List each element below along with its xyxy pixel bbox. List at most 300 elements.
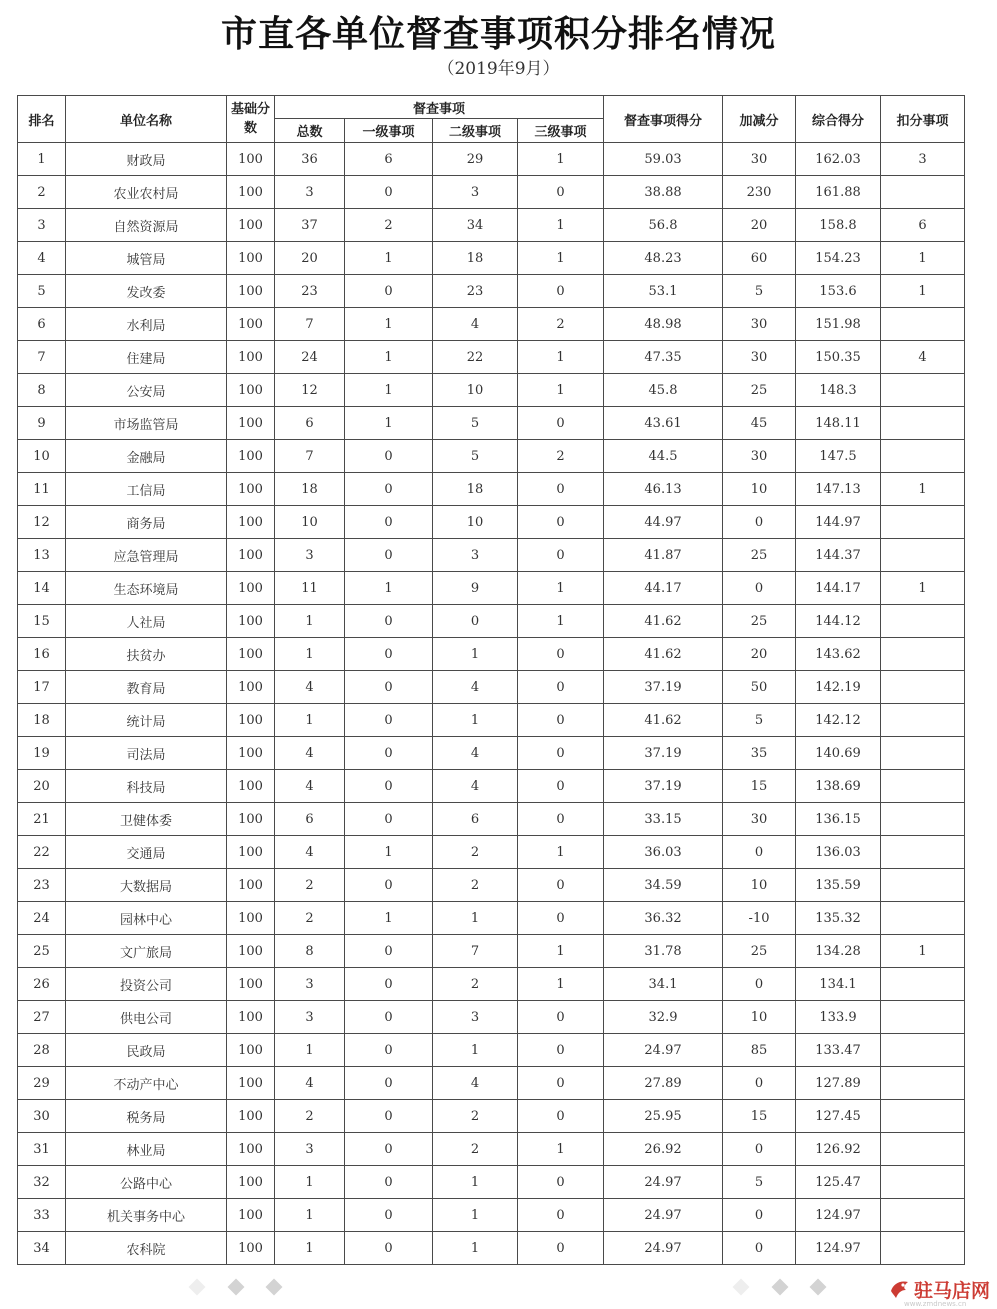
- cell-supervision-score: 27.89: [604, 1067, 723, 1100]
- cell-adjust: 25: [723, 539, 796, 572]
- brand-watermark: [888, 1276, 990, 1302]
- table-row: [18, 143, 965, 176]
- cell-total: 2: [275, 1100, 345, 1133]
- cell-deduction: [881, 1034, 965, 1067]
- cell-composite: 136.15: [796, 803, 881, 836]
- cell-adjust: 0: [723, 506, 796, 539]
- cell-adjust: 5: [723, 275, 796, 308]
- cell-adjust: 0: [723, 1199, 796, 1232]
- cell-supervision-score: 24.97: [604, 1166, 723, 1199]
- cell-deduction: [881, 440, 965, 473]
- cell-rank: 24: [18, 902, 66, 935]
- cell-supervision-score: 44.17: [604, 572, 723, 605]
- cell-supervision-score: 37.19: [604, 671, 723, 704]
- header-level1: 一级事项: [345, 119, 433, 143]
- cell-adjust: 35: [723, 737, 796, 770]
- cell-level3: 1: [518, 968, 604, 1001]
- cell-total: 3: [275, 539, 345, 572]
- cell-level3: 0: [518, 902, 604, 935]
- cell-unit: 生态环境局: [66, 572, 227, 605]
- cell-total: 7: [275, 440, 345, 473]
- cell-base-score: 100: [227, 803, 275, 836]
- cell-adjust: 45: [723, 407, 796, 440]
- cell-unit: 教育局: [66, 671, 227, 704]
- header-base-score: 基础分数: [227, 96, 275, 143]
- cell-supervision-score: 46.13: [604, 473, 723, 506]
- cell-base-score: 100: [227, 506, 275, 539]
- header-unit: 单位名称: [66, 96, 227, 143]
- cell-supervision-score: 47.35: [604, 341, 723, 374]
- cell-rank: 1: [18, 143, 66, 176]
- cell-adjust: 0: [723, 1067, 796, 1100]
- cell-supervision-score: 37.19: [604, 737, 723, 770]
- cell-level1: 0: [345, 1067, 433, 1100]
- cell-level3: 1: [518, 143, 604, 176]
- cell-adjust: 85: [723, 1034, 796, 1067]
- cell-composite: 138.69: [796, 770, 881, 803]
- cell-adjust: 30: [723, 440, 796, 473]
- cell-total: 8: [275, 935, 345, 968]
- cell-level1: 0: [345, 605, 433, 638]
- cell-base-score: 100: [227, 671, 275, 704]
- cell-adjust: 0: [723, 1232, 796, 1265]
- table-row: [18, 275, 965, 308]
- cell-level1: 0: [345, 1034, 433, 1067]
- cell-supervision-score: 41.62: [604, 638, 723, 671]
- header-total: 总数: [275, 119, 345, 143]
- table-row: [18, 539, 965, 572]
- cell-level2: 2: [433, 1100, 518, 1133]
- cell-total: 1: [275, 704, 345, 737]
- cell-supervision-score: 36.03: [604, 836, 723, 869]
- cell-level1: 0: [345, 638, 433, 671]
- cell-unit: 发改委: [66, 275, 227, 308]
- cell-level2: 6: [433, 803, 518, 836]
- cell-rank: 3: [18, 209, 66, 242]
- cell-unit: 民政局: [66, 1034, 227, 1067]
- cell-deduction: [881, 506, 965, 539]
- cell-total: 4: [275, 836, 345, 869]
- cell-level3: 0: [518, 1199, 604, 1232]
- cell-level3: 0: [518, 275, 604, 308]
- cell-level2: 4: [433, 737, 518, 770]
- cell-adjust: 15: [723, 1100, 796, 1133]
- cell-composite: 134.1: [796, 968, 881, 1001]
- cell-level3: 1: [518, 1133, 604, 1166]
- cell-base-score: 100: [227, 836, 275, 869]
- cell-composite: 151.98: [796, 308, 881, 341]
- cell-rank: 26: [18, 968, 66, 1001]
- cell-supervision-score: 38.88: [604, 176, 723, 209]
- cell-adjust: 20: [723, 638, 796, 671]
- cell-deduction: 1: [881, 242, 965, 275]
- cell-total: 10: [275, 506, 345, 539]
- cell-composite: 133.9: [796, 1001, 881, 1034]
- cell-base-score: 100: [227, 473, 275, 506]
- cell-composite: 147.5: [796, 440, 881, 473]
- cell-unit: 工信局: [66, 473, 227, 506]
- table-row: [18, 935, 965, 968]
- cell-base-score: 100: [227, 1166, 275, 1199]
- cell-level1: 0: [345, 1166, 433, 1199]
- cell-base-score: 100: [227, 209, 275, 242]
- cell-composite: 162.03: [796, 143, 881, 176]
- cell-level1: 1: [345, 242, 433, 275]
- cell-base-score: 100: [227, 176, 275, 209]
- cell-level2: 5: [433, 407, 518, 440]
- cell-level2: 4: [433, 308, 518, 341]
- cell-composite: 144.37: [796, 539, 881, 572]
- cell-rank: 12: [18, 506, 66, 539]
- cell-deduction: [881, 1232, 965, 1265]
- cell-total: 7: [275, 308, 345, 341]
- cell-adjust: 30: [723, 143, 796, 176]
- cell-unit: 农业农村局: [66, 176, 227, 209]
- cell-unit: 自然资源局: [66, 209, 227, 242]
- cell-deduction: [881, 869, 965, 902]
- nav-diamond-icon: [228, 1279, 245, 1296]
- cell-deduction: 1: [881, 935, 965, 968]
- cell-adjust: 15: [723, 770, 796, 803]
- cell-level2: 2: [433, 836, 518, 869]
- table-row: [18, 605, 965, 638]
- cell-unit: 公安局: [66, 374, 227, 407]
- table-row: [18, 704, 965, 737]
- cell-level2: 9: [433, 572, 518, 605]
- cell-unit: 商务局: [66, 506, 227, 539]
- table-row: [18, 407, 965, 440]
- cell-unit: 交通局: [66, 836, 227, 869]
- cell-adjust: 25: [723, 605, 796, 638]
- cell-level3: 2: [518, 440, 604, 473]
- cell-rank: 29: [18, 1067, 66, 1100]
- cell-level3: 0: [518, 539, 604, 572]
- cell-adjust: 20: [723, 209, 796, 242]
- header-deduction: 扣分事项: [881, 96, 965, 143]
- header-composite: 综合得分: [796, 96, 881, 143]
- cell-unit: 司法局: [66, 737, 227, 770]
- cell-deduction: 4: [881, 341, 965, 374]
- cell-base-score: 100: [227, 1034, 275, 1067]
- cell-supervision-score: 24.97: [604, 1199, 723, 1232]
- cell-unit: 农科院: [66, 1232, 227, 1265]
- cell-level3: 0: [518, 737, 604, 770]
- cell-total: 24: [275, 341, 345, 374]
- cell-level3: 0: [518, 473, 604, 506]
- cell-level1: 1: [345, 902, 433, 935]
- cell-base-score: 100: [227, 341, 275, 374]
- table-row: [18, 671, 965, 704]
- cell-total: 3: [275, 1001, 345, 1034]
- cell-adjust: 30: [723, 803, 796, 836]
- cell-adjust: -10: [723, 902, 796, 935]
- table-row: [18, 1133, 965, 1166]
- cell-rank: 11: [18, 473, 66, 506]
- cell-level3: 0: [518, 1232, 604, 1265]
- cell-adjust: 0: [723, 572, 796, 605]
- cell-rank: 25: [18, 935, 66, 968]
- cell-deduction: [881, 1133, 965, 1166]
- cell-level3: 0: [518, 176, 604, 209]
- table-row: [18, 869, 965, 902]
- page-title: 市直各单位督查事项积分排名情况: [220, 14, 776, 55]
- table-row: [18, 836, 965, 869]
- cell-total: 1: [275, 638, 345, 671]
- cell-unit: 卫健体委: [66, 803, 227, 836]
- cell-unit: 科技局: [66, 770, 227, 803]
- table-row: [18, 1199, 965, 1232]
- cell-level3: 0: [518, 770, 604, 803]
- cell-base-score: 100: [227, 770, 275, 803]
- table-row: [18, 374, 965, 407]
- cell-unit: 统计局: [66, 704, 227, 737]
- cell-level1: 0: [345, 704, 433, 737]
- cell-rank: 6: [18, 308, 66, 341]
- cell-base-score: 100: [227, 1199, 275, 1232]
- cell-level1: 0: [345, 935, 433, 968]
- cell-deduction: [881, 308, 965, 341]
- cell-composite: 158.8: [796, 209, 881, 242]
- cell-level3: 0: [518, 671, 604, 704]
- cell-level3: 0: [518, 704, 604, 737]
- cell-deduction: 6: [881, 209, 965, 242]
- cell-rank: 4: [18, 242, 66, 275]
- cell-level2: 1: [433, 704, 518, 737]
- cell-level2: 4: [433, 1067, 518, 1100]
- cell-level1: 1: [345, 572, 433, 605]
- cell-level2: 1: [433, 638, 518, 671]
- header-adjust: 加减分: [723, 96, 796, 143]
- cell-supervision-score: 44.97: [604, 506, 723, 539]
- cell-unit: 公路中心: [66, 1166, 227, 1199]
- cell-total: 3: [275, 1133, 345, 1166]
- cell-deduction: [881, 902, 965, 935]
- cell-deduction: [881, 1199, 965, 1232]
- cell-deduction: [881, 671, 965, 704]
- cell-level1: 0: [345, 506, 433, 539]
- table-row: [18, 1232, 965, 1265]
- cell-rank: 30: [18, 1100, 66, 1133]
- table-row: [18, 440, 965, 473]
- cell-level2: 1: [433, 902, 518, 935]
- cell-level2: 2: [433, 968, 518, 1001]
- cell-total: 1: [275, 1166, 345, 1199]
- cell-supervision-score: 41.62: [604, 605, 723, 638]
- cell-level1: 1: [345, 374, 433, 407]
- cell-composite: 144.17: [796, 572, 881, 605]
- cell-level2: 3: [433, 176, 518, 209]
- cell-composite: 140.69: [796, 737, 881, 770]
- cell-level2: 29: [433, 143, 518, 176]
- cell-supervision-score: 37.19: [604, 770, 723, 803]
- cell-unit: 林业局: [66, 1133, 227, 1166]
- cell-supervision-score: 24.97: [604, 1232, 723, 1265]
- cell-supervision-score: 48.98: [604, 308, 723, 341]
- cell-deduction: [881, 770, 965, 803]
- cell-base-score: 100: [227, 572, 275, 605]
- cell-composite: 136.03: [796, 836, 881, 869]
- nav-diamond-icon: [189, 1279, 206, 1296]
- cell-composite: 147.13: [796, 473, 881, 506]
- cell-adjust: 0: [723, 836, 796, 869]
- cell-level1: 0: [345, 737, 433, 770]
- cell-rank: 28: [18, 1034, 66, 1067]
- table-body: [18, 143, 965, 1265]
- table-row: [18, 1100, 965, 1133]
- cell-level3: 1: [518, 341, 604, 374]
- cell-level1: 0: [345, 473, 433, 506]
- cell-total: 1: [275, 1034, 345, 1067]
- cell-level3: 0: [518, 1100, 604, 1133]
- table-row: [18, 341, 965, 374]
- cell-base-score: 100: [227, 143, 275, 176]
- cell-level1: 1: [345, 407, 433, 440]
- cell-supervision-score: 32.9: [604, 1001, 723, 1034]
- cell-base-score: 100: [227, 704, 275, 737]
- cell-composite: 153.6: [796, 275, 881, 308]
- table-row: [18, 473, 965, 506]
- cell-level1: 0: [345, 968, 433, 1001]
- cell-base-score: 100: [227, 1067, 275, 1100]
- nav-diamond-icon: [810, 1279, 827, 1296]
- cell-total: 3: [275, 968, 345, 1001]
- cell-unit: 不动产中心: [66, 1067, 227, 1100]
- cell-deduction: [881, 605, 965, 638]
- cell-level2: 3: [433, 539, 518, 572]
- cell-level3: 0: [518, 1067, 604, 1100]
- cell-deduction: [881, 1100, 965, 1133]
- cell-total: 4: [275, 737, 345, 770]
- cell-composite: 134.28: [796, 935, 881, 968]
- cell-level3: 1: [518, 209, 604, 242]
- cell-supervision-score: 48.23: [604, 242, 723, 275]
- cell-adjust: 5: [723, 1166, 796, 1199]
- cell-adjust: 0: [723, 968, 796, 1001]
- table-row: [18, 176, 965, 209]
- cell-composite: 127.45: [796, 1100, 881, 1133]
- cell-unit: 大数据局: [66, 869, 227, 902]
- cell-base-score: 100: [227, 275, 275, 308]
- cell-unit: 财政局: [66, 143, 227, 176]
- cell-level3: 0: [518, 869, 604, 902]
- cell-rank: 8: [18, 374, 66, 407]
- cell-unit: 扶贫办: [66, 638, 227, 671]
- cell-deduction: [881, 407, 965, 440]
- cell-adjust: 30: [723, 341, 796, 374]
- cell-level1: 1: [345, 308, 433, 341]
- cell-rank: 13: [18, 539, 66, 572]
- table-row: [18, 308, 965, 341]
- cell-deduction: [881, 1001, 965, 1034]
- cell-level3: 0: [518, 638, 604, 671]
- cell-level2: 0: [433, 605, 518, 638]
- cell-level3: 0: [518, 506, 604, 539]
- cell-composite: 124.97: [796, 1199, 881, 1232]
- cell-adjust: 10: [723, 473, 796, 506]
- cell-rank: 17: [18, 671, 66, 704]
- cell-deduction: [881, 968, 965, 1001]
- cell-unit: 市场监管局: [66, 407, 227, 440]
- cell-total: 37: [275, 209, 345, 242]
- cell-composite: 143.62: [796, 638, 881, 671]
- cell-composite: 135.32: [796, 902, 881, 935]
- cell-supervision-score: 45.8: [604, 374, 723, 407]
- cell-level2: 34: [433, 209, 518, 242]
- cell-unit: 人社局: [66, 605, 227, 638]
- table-row: [18, 506, 965, 539]
- cell-base-score: 100: [227, 1100, 275, 1133]
- table-row: [18, 902, 965, 935]
- cell-level2: 23: [433, 275, 518, 308]
- cell-composite: 148.11: [796, 407, 881, 440]
- cell-deduction: [881, 704, 965, 737]
- cell-level2: 4: [433, 770, 518, 803]
- cell-supervision-score: 53.1: [604, 275, 723, 308]
- cell-level3: 0: [518, 407, 604, 440]
- cell-deduction: [881, 836, 965, 869]
- cell-total: 36: [275, 143, 345, 176]
- cell-total: 4: [275, 671, 345, 704]
- cell-composite: 144.12: [796, 605, 881, 638]
- cell-deduction: [881, 176, 965, 209]
- header-rank: 排名: [18, 96, 66, 143]
- cell-level1: 0: [345, 1133, 433, 1166]
- cell-supervision-score: 26.92: [604, 1133, 723, 1166]
- cell-level2: 10: [433, 374, 518, 407]
- cell-base-score: 100: [227, 242, 275, 275]
- table-row: [18, 737, 965, 770]
- cell-total: 6: [275, 407, 345, 440]
- header-level2: 二级事项: [433, 119, 518, 143]
- cell-level1: 0: [345, 176, 433, 209]
- cell-rank: 33: [18, 1199, 66, 1232]
- cell-level2: 22: [433, 341, 518, 374]
- table-row: [18, 242, 965, 275]
- cell-total: 2: [275, 902, 345, 935]
- cell-total: 11: [275, 572, 345, 605]
- cell-rank: 20: [18, 770, 66, 803]
- cell-level2: 1: [433, 1232, 518, 1265]
- cell-adjust: 230: [723, 176, 796, 209]
- cell-rank: 5: [18, 275, 66, 308]
- nav-diamond-icon: [772, 1279, 789, 1296]
- cell-unit: 应急管理局: [66, 539, 227, 572]
- cell-level1: 0: [345, 539, 433, 572]
- cell-level2: 2: [433, 869, 518, 902]
- cell-level1: 0: [345, 770, 433, 803]
- cell-rank: 22: [18, 836, 66, 869]
- cell-adjust: 10: [723, 869, 796, 902]
- cell-level3: 0: [518, 1001, 604, 1034]
- cell-adjust: 5: [723, 704, 796, 737]
- cell-adjust: 0: [723, 1133, 796, 1166]
- cell-base-score: 100: [227, 935, 275, 968]
- cell-total: 1: [275, 1199, 345, 1232]
- table-row: [18, 1034, 965, 1067]
- cell-unit: 机关事务中心: [66, 1199, 227, 1232]
- cell-deduction: 1: [881, 473, 965, 506]
- cell-supervision-score: 36.32: [604, 902, 723, 935]
- cell-composite: 135.59: [796, 869, 881, 902]
- page-subtitle: （2019年9月）: [437, 59, 560, 79]
- cell-deduction: [881, 737, 965, 770]
- cell-rank: 9: [18, 407, 66, 440]
- cell-rank: 19: [18, 737, 66, 770]
- cell-level1: 6: [345, 143, 433, 176]
- table-row: [18, 638, 965, 671]
- cell-rank: 16: [18, 638, 66, 671]
- cell-supervision-score: 59.03: [604, 143, 723, 176]
